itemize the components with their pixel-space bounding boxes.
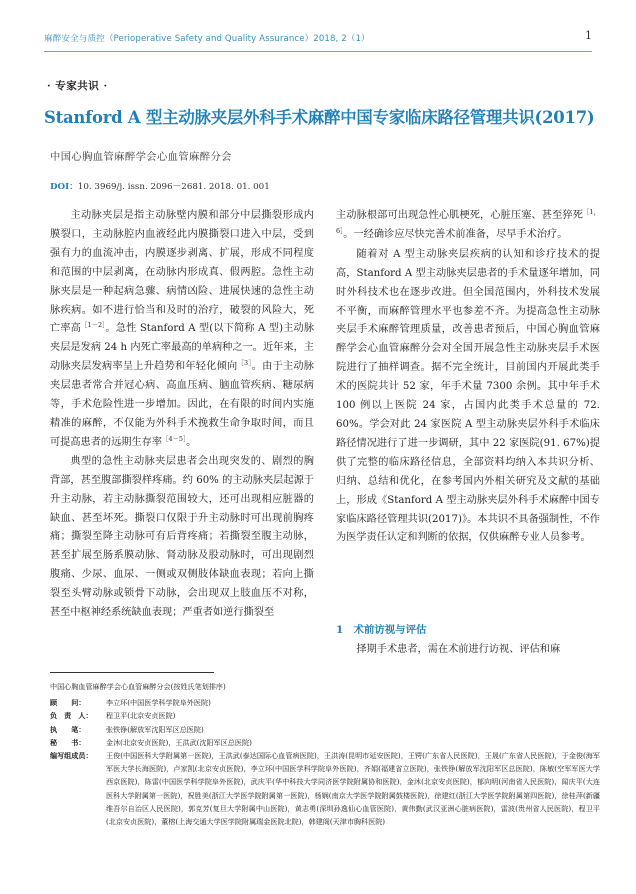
paragraph: 随着对 A 型主动脉夹层疾病的认知和诊疗技术的提高，Stanford A 型主动脉夹层患者的手术量逐年增加，同时外科技术也在逐步改进。但全国范围内，外科技术发展不平衡，而麻醉管理水平也参差不齐。为提高急性主动脉夹层手术麻醉管理质量，改善患者预后，中国心胸血管麻醉学会心血管麻醉分会对全国开展急性主动脉夹层手术医院进行了抽样调查。据不完全统计，目前国内开展此类手术的医院共计 52 家，年手术量 7300 余例。其中年手术 100 例以上医院 24 家，占国内此类手术总量的 72. 60%。学会对此 24 家医院 A 型主动脉夹层外科手术临床路径情况进行了进一步调研，其中 22 家医院(91. 67%)提供了完整的临床路径信息，全部资料均纳入本共识分析、归纳、总结和优化，在参考国内外相关研究及文献的基础上，形成《Stanford A 型主动脉夹层外科手术麻醉中国专家临床路径管理共识(2017)》。本共识不具备强制性，不作为医学责任认定和判断的依据，仅供麻醉专业人员参考。 bbox=[336, 248, 600, 544]
citation-ref[interactable]: ［1，6］ bbox=[336, 208, 600, 235]
footnote-row bbox=[50, 736, 600, 749]
footnote-label: 秘 书： bbox=[50, 737, 86, 747]
paragraph: 典型的急性主动脉夹层患者会出现突发的、剧烈的胸背部，甚至腹部撕裂样疼痛。约 60% 的主动脉夹层起源于升主动脉，若主动脉撕裂范围较大，还可出现相应脏器的缺血、甚至坏死。撕裂口仅限于升主动脉时可出现前胸疼痛；撕裂至降主动脉可有后背疼痛；若撕裂至腹主动脉，甚至扩展至肠系膜动脉、肾动脉及股动脉时，可出现剧烈腹痛、少尿、血尿、一侧或双侧肢体缺血表现；若向上撕裂至头臂动脉或锁骨下动脉，会出现双上肢血压不对称，甚至中枢神经系统缺血表现；严重者如逆行撕裂至 bbox=[50, 455, 314, 619]
footnote-organization: 中国心胸血管麻醉学会心血管麻醉分会(按姓氏笔划排序) bbox=[50, 682, 226, 691]
doi-value[interactable]: 10. 3969/j. issn. 2096－2681. 2018. 01. 001 bbox=[77, 182, 270, 192]
section-heading: 1 术前访视与评估 bbox=[336, 624, 427, 636]
doi bbox=[50, 180, 270, 192]
page-number: 1 bbox=[585, 29, 592, 42]
citation-ref[interactable]: ［4－5］ bbox=[162, 434, 187, 443]
running-header bbox=[44, 30, 592, 52]
footnote-value: 李立环(中国医学科学院阜外医院) bbox=[106, 698, 211, 708]
footnote-row bbox=[50, 696, 600, 709]
section-tag: · 专家共识 · bbox=[47, 80, 108, 92]
citation-ref[interactable]: ［3］ bbox=[237, 359, 252, 368]
doi-label: DOI： bbox=[50, 182, 78, 192]
footnote-label: 编写组成员： bbox=[50, 751, 93, 761]
paragraph: 择期手术患者，需在术前进行访视、评估和麻 bbox=[356, 644, 561, 655]
footnote-value: 金沐(北京安贞医院)，王洪武(沈阳军区总医院) bbox=[106, 737, 252, 747]
footnotes bbox=[50, 680, 600, 828]
footnote-label: 顾 问： bbox=[50, 698, 86, 708]
citation-ref[interactable]: ［1－2］ bbox=[80, 321, 106, 330]
footnote-divider bbox=[50, 672, 214, 673]
footnote-row bbox=[50, 723, 600, 736]
footnote-row bbox=[50, 749, 600, 828]
footnote-label: 执 笔： bbox=[50, 724, 86, 734]
body-column-right bbox=[336, 207, 600, 548]
body-column-left bbox=[50, 207, 314, 623]
footnote-value: 程卫平(北京安贞医院) bbox=[106, 711, 176, 721]
article-title: Stanford A 型主动脉夹层外科手术麻醉中国专家临床路径管理共识(2017) bbox=[44, 108, 595, 127]
journal-citation: 麻醉安全与质控（Perioperative Safety and Quality Assurance）2018, 2（1） bbox=[44, 34, 370, 44]
paragraph: 主动脉夹层是指主动脉壁内膜和部分中层撕裂形成内膜裂口，主动脉腔内血液经此内膜撕裂口进入中层，受到强有力的血流冲击，内膜逐步剥离、扩展，形成不同程度和范围的中层剥离，在动脉内形成真、假两腔。急性主动脉夹层是一种起病急骤、病情凶险、进展快速的急性主动脉疾病。如不进行恰当和及时的治疗，破裂的风险大，死亡率高$^{[1-2]}$。急性 Stanford A 型(以下简称 A 型)主动脉夹层是发病 24 h 内死亡率最高的单病种之一。近年来，主动脉夹层发病率呈上升趋势和年轻化倾向$^{[3]}$。由于主动脉夹层患者常合并冠心病、高血压病、脑血管疾病、糖尿病等，手术危险性进一步增加。因此，在有限的时间内实施精准的麻醉，不仅能为外科手术挽救生命争取时间，而且可提高患者的远期生存率$^{[4-5]}$。 bbox=[50, 210, 315, 448]
authors: 中国心胸血管麻醉学会心血管麻醉分会 bbox=[50, 151, 232, 163]
footnote-value: 张铁铮(解放军沈阳军区总医院) bbox=[106, 724, 204, 734]
footnote-label: 负 责 人： bbox=[50, 711, 93, 721]
paragraph: 主动脉根部可出现急性心肌梗死，心脏压塞、甚至猝死$^{[1,6]}$。一经确诊应尽快完善术前准备，尽早手术治疗。 bbox=[336, 208, 600, 240]
footnote-value: 王俊(中国医科大学附属第一医院)，王洪武(泰达国际心血管病医院)，王洪涛(昆明市延安医院)，王锷(广东省人民医院)，王晟(广东省人民医院)，于金俊(海军军医大学长海医院)，卢家凯(北京安贞医院)，李立环(中国医学科学院阜外医院)，齐娟(福建省立医院)，张铁铮(解放军沈阳军区总医院)，陈敏(空军军医大学西京医院)，陈雷(中国医学科学院阜外医院)，武庆平(华中科技大学同济医学院附属协和医院)，金沐(北京安贞医院)，郁向明(河南省人民医院)，闻庆平(大连医科大学附属第一医院)，祝胜美(浙江大学医学院附属第一医院)，杨娴(南京大学医学院附属鼓楼医院)，徐建红(浙江大学医学院附属第四医院)，徐桂萍(新疆维吾尔自治区人民医院)，郭克芳(复旦大学附属中山医院)，黄志勇(深圳孙逸仙心血管医院)，黄伟勤(武汉亚洲心脏病医院)，雷波(贵州省人民医院)，程卫平(北京安贞医院)，董榕(上海交通大学医学院附属瑞金医院北院)，韩建阁(天津市胸科医院) bbox=[106, 751, 600, 827]
footnote-row bbox=[50, 709, 600, 722]
